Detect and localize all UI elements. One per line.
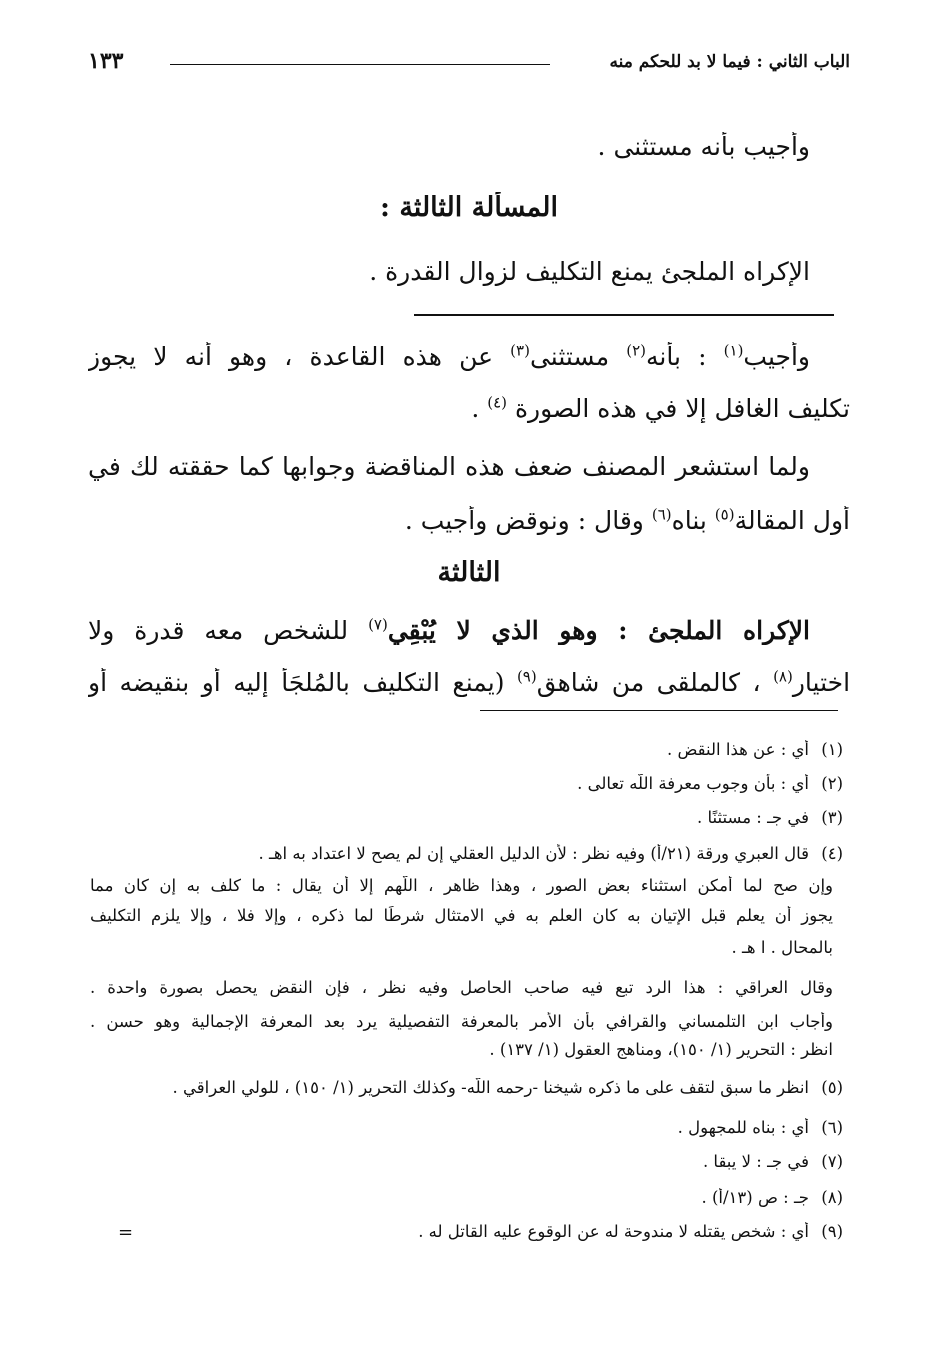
section-heading-2: الثالثة (437, 557, 501, 588)
footnote-7: (٧)في جـ : لا يبقا . (702, 1152, 843, 1171)
footnote-ref-4: (٤) (487, 394, 507, 412)
footnote-1: (١)أي : عن هذا النقض . (666, 740, 843, 759)
text-line-6: أول المقالة$^{(٥)}$ بناه$^{(٦)}$ وقال : ونوقض وأجيب . (404, 506, 850, 535)
page-header (88, 48, 850, 84)
footnote-4-line-5: وقال العراقي : هذا الرد تبع فيه صاحب الحاصل وفيه نظر ، فإن النقض يحصل بصورة واحدة . (90, 978, 833, 997)
section-heading-1: المسألة الثالثة : (379, 192, 559, 223)
footnote-ref-7: (٧) (368, 616, 388, 634)
footnote-5: (٥)انظر ما سبق لتقف على ما ذكره شيخنا -رحمه اللّه- وكذلك التحرير (١/ ١٥٠) ، للولي العراقي . (172, 1078, 843, 1097)
section-underline (414, 314, 834, 316)
text-line-3: وأجيب$^{(١)}$ : بأنه$^{(٢)}$ مستثنى$^{(٣)}$ عن هذه القاعدة ، وهو أنه لا يجوز (88, 342, 810, 371)
footnote-6: (٦)أي : بناه للمجهول . (677, 1118, 843, 1137)
footnote-ref-1: (١) (723, 342, 744, 360)
footnote-ref-2: (٢) (626, 342, 647, 360)
text-line-4: تكليف الغافل إلا في هذه الصورة $^{(٤)}$ . (471, 394, 850, 423)
footnote-4-line-3: يجوز أن يعلم قبل الإتيان به كان العلم به في الامتثال شرطًا لما ذكره ، وإلا فلا ، وإلا يلزم التكليف (90, 906, 833, 925)
footnote-ref-6: (٦) (651, 506, 672, 524)
footnote-ref-9: (٩) (516, 668, 537, 686)
running-title: الباب الثاني : فيما لا بد للحكم منه (609, 52, 850, 72)
footnote-ref-3: (٣) (510, 342, 530, 360)
footnote-ref-8: (٨) (773, 668, 793, 686)
text-line-1: وأجيب بأنه مستثنى . (597, 132, 810, 161)
footnote-2: (٢)أي : بأن وجوب معرفة اللّه تعالى . (577, 774, 843, 793)
text-line-2: الإكراه الملجئ يمنع التكليف لزوال القدرة . (369, 257, 810, 286)
footnote-4-line-7: انظر : التحرير (١/ ١٥٠)، ومناهج العقول (١/ ١٣٧) . (489, 1040, 833, 1059)
footnote-9: (٩)أي : شخص يقتله لا مندوحة له عن الوقوع عليه القاتل له . (418, 1222, 843, 1241)
footnote-4-line-6: وأجاب ابن التلمساني والقرافي بأن الأمر بالمعرفة التفصيلية يرد بعد المعرفة الإجمالية وهو حسن . (90, 1012, 833, 1031)
footnote-8: (٨)جـ : ص (١٣/أ) . (701, 1188, 843, 1207)
header-rule (170, 64, 550, 65)
footnote-ref-5: (٥) (714, 506, 735, 524)
page-number: ١٣٣ (88, 48, 124, 74)
footnote-3: (٣)في جـ : مستثنًا . (697, 808, 843, 827)
text-line-5: ولما استشعر المصنف ضعف هذه المناقضة وجوابها كما حققته لك في (88, 452, 810, 481)
footnote-4-line-2: وإن صح لما أمكن استثناء بعض الصور ، وهذا ظاهر ، اللّهم إلا أن يقال : ما كلف به إن كان مما (90, 876, 833, 895)
footnote-4: (٤)قال العبري ورقة (٢١/أ) وفيه نظر : لأن الدليل العقلي إن لم يصح لا اعتداد به اهـ . (258, 844, 843, 863)
quote-underline (480, 710, 838, 711)
text-line-8: اختيار$^{(٨)}$ ، كالملقى من شاهق$^{(٩)}$ (يمنع التكليف بالمُلجَأ إليه أو بنقيضه أو (88, 668, 850, 697)
continuation-mark: = (118, 1222, 134, 1243)
footnote-4-line-4: بالمحال . ا هـ . (731, 938, 833, 957)
text-line-7: الإكراه الملجئ : وهو الذي لا يُبْقِي$^{(٧)}$ للشخص معه قدرة ولا (88, 616, 810, 645)
